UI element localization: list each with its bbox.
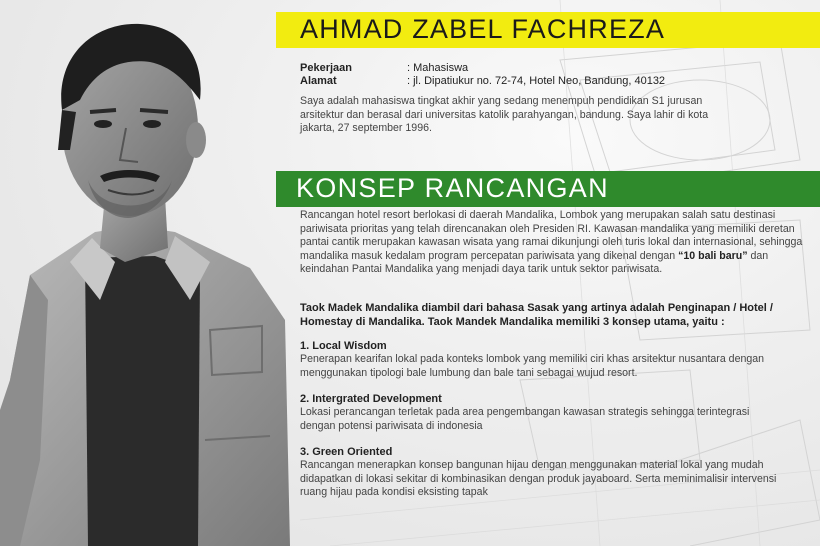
point-3-text: Rancangan menerapkan konsep bangunan hijau dengan menggunakan material lokal yang mudah didapatkan di lokasi sekitar di kombinasikan dengan produk jayaboard. Serta meminimalisir intervensi ruang hijau pada kondisi eksisting tapak xyxy=(300,459,777,498)
taok-name: Taok Madek Mandalika xyxy=(300,302,419,314)
info-row-alamat xyxy=(300,75,665,88)
section-title: KONSEP RANCANGAN xyxy=(296,173,609,203)
info-label: Alamat xyxy=(300,75,337,87)
point-2-title: 2. Intergrated Development xyxy=(300,393,442,405)
taok-description: diambil dari bahasa Sasak yang artinya adalah Penginapan / Hotel / Homestay di Mandalika. Taok Mandek Mandalika memiliki 3 konsep utama, yaitu : xyxy=(300,302,773,328)
bio-paragraph: Saya adalah mahasiswa tingkat akhir yang sedang menempuh pendidikan S1 jurusan arsitektur dan berasal dari universitas katolik parahyangan, bandung. Saya lahir di kota jakarta, 27 september 1996. xyxy=(300,95,709,134)
intro-highlight: “10 bali baru” xyxy=(678,249,748,262)
portrait-photo xyxy=(0,0,300,546)
point-1-text: Penerapan kearifan lokal pada konteks lombok yang memiliki ciri khas arsitektur nusantara dengan menggunakan tipologi bale lumbung dan bale tani sebagai wujud resort. xyxy=(300,353,765,379)
info-row-pekerjaan xyxy=(300,62,665,75)
point-1-title: 1. Local Wisdom xyxy=(300,340,387,352)
info-value: : jl. Dipatiukur no. 72-74, Hotel Neo, Bandung, 40132 xyxy=(407,75,666,87)
person-name: AHMAD ZABEL FACHREZA xyxy=(300,14,666,44)
taok-paragraph xyxy=(300,302,800,329)
intro-text-end: dan keindahan Pantai Mandalika yang menjadi daya tarik untuk sektor pariwisata. xyxy=(300,249,769,275)
info-label: Pekerjaan xyxy=(300,62,352,74)
intro-text: Rancangan hotel resort berlokasi di daerah Mandalika, Lombok yang merupakan salah satu destinasi pariwisata prioritas yang telah direncanakan oleh Presiden RI. Kawasan mandalika yang memiliki deretan pantai cantik merupakan kawasan wisata yang ramai dikunjungi oleh turis lokal dan internasional, sehingga mandalika masuk kedalam program percepatan pariwisata yang dikenal dengan xyxy=(300,209,803,262)
person-portrait-illustration xyxy=(0,0,300,546)
profile-info xyxy=(300,62,665,88)
point-3-title: 3. Green Oriented xyxy=(300,446,393,458)
point-2-text: Lokasi perancangan terletak pada area pengembangan kawasan strategis sehingga terintegrasi dengan potensi pariwisata di indonesia xyxy=(300,406,750,432)
konsep-intro-paragraph xyxy=(300,209,808,277)
info-value: : Mahasiswa xyxy=(407,62,469,74)
